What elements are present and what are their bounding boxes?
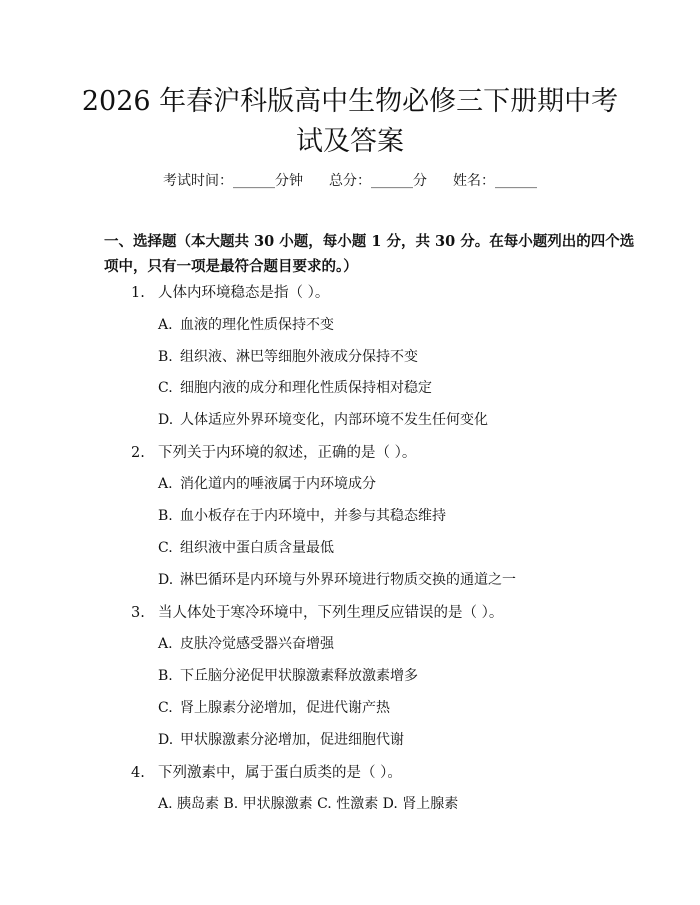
question-1-option-b xyxy=(158,346,418,366)
total-score-field: 总分：______分 xyxy=(329,173,427,189)
exam-title-line-1: 2026 年春沪科版高中生物必修三下册期中考 xyxy=(81,86,619,117)
option-letter: A. xyxy=(158,317,173,333)
question-stem: 下列关于内环境的叙述，正确的是（ ）。 xyxy=(158,445,417,461)
section-heading-line-1: 一、选择题（本大题共 30 小题，每小题 1 分，共 30 分。在每小题列出的四个选 xyxy=(104,233,635,250)
option-letter: D. xyxy=(158,572,174,588)
question-number: 2. xyxy=(131,445,145,461)
question-2-option-b xyxy=(158,505,446,525)
option-letter: A. xyxy=(158,636,173,652)
option-text: 消化道内的唾液属于内环境成分 xyxy=(180,476,376,492)
option-letter: D. xyxy=(158,732,174,748)
question-2-option-a xyxy=(158,473,376,493)
option-text: 血液的理化性质保持不变 xyxy=(180,317,334,333)
question-number: 1. xyxy=(131,285,145,301)
question-2 xyxy=(131,441,416,462)
question-4 xyxy=(131,761,402,782)
option-text: 下丘脑分泌促甲状腺激素释放激素增多 xyxy=(180,668,418,684)
option-text: 皮肤冷觉感受器兴奋增强 xyxy=(180,636,334,652)
question-2-option-d xyxy=(158,569,516,589)
question-number: 4. xyxy=(131,765,145,781)
question-1-option-c xyxy=(158,377,432,397)
option-text: 组织液中蛋白质含量最低 xyxy=(180,540,334,556)
option-text: 人体适应外界环境变化，内部环境不发生任何变化 xyxy=(180,412,488,428)
question-stem: 下列激素中，属于蛋白质类的是（ ）。 xyxy=(158,765,402,781)
question-3-option-b xyxy=(158,665,418,685)
question-stem: 当人体处于寒冷环境中，下列生理反应错误的是（ ）。 xyxy=(158,605,504,621)
question-3-option-c xyxy=(158,697,390,717)
question-4-options-inline: A. 胰岛素 B. 甲状腺激素 C. 性激素 D. 肾上腺素 xyxy=(158,796,459,812)
option-text: 甲状腺激素分泌增加，促进细胞代谢 xyxy=(180,732,404,748)
option-text: 淋巴循环是内环境与外界环境进行物质交换的通道之一 xyxy=(180,572,516,588)
question-1 xyxy=(131,281,329,302)
option-letter: B. xyxy=(158,508,173,524)
option-letter: B. xyxy=(158,349,173,365)
question-3-option-d xyxy=(158,729,404,749)
exam-title-line-2: 试及答案 xyxy=(296,126,404,157)
option-text: 组织液、淋巴等细胞外液成分保持不变 xyxy=(180,349,418,365)
exam-info-row xyxy=(0,170,700,190)
option-letter: A. xyxy=(158,476,173,492)
question-2-option-c xyxy=(158,537,334,557)
option-letter: D. xyxy=(158,412,174,428)
option-letter: C. xyxy=(158,540,173,556)
option-letter: C. xyxy=(158,380,173,396)
student-name-field: 姓名：______ xyxy=(453,173,537,189)
option-text: 血小板存在于内环境中，并参与其稳态维持 xyxy=(180,508,446,524)
question-number: 3. xyxy=(131,605,145,621)
question-1-option-d xyxy=(158,409,488,429)
section-heading-line-2: 项中，只有一项是最符合题目要求的。） xyxy=(104,258,358,275)
option-letter: C. xyxy=(158,700,173,716)
option-text: 肾上腺素分泌增加，促进代谢产热 xyxy=(180,700,390,716)
option-letter: B. xyxy=(158,668,173,684)
question-1-option-a xyxy=(158,314,334,334)
option-text: 细胞内液的成分和理化性质保持相对稳定 xyxy=(180,380,432,396)
question-3 xyxy=(131,601,503,622)
section-heading xyxy=(104,229,635,279)
question-3-option-a xyxy=(158,633,334,653)
exam-time-field: 考试时间：______分钟 xyxy=(163,173,303,189)
question-stem: 人体内环境稳态是指（ ）。 xyxy=(158,285,330,301)
